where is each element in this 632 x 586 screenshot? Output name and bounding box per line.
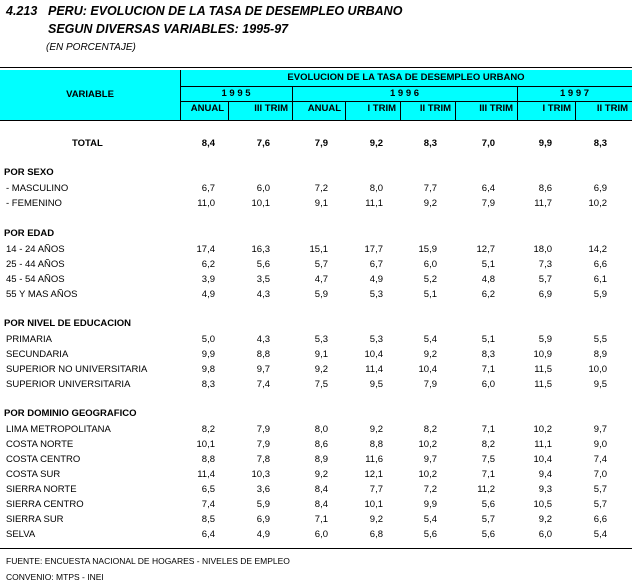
row-value: 11,4 bbox=[365, 364, 383, 375]
row-value: 4,9 bbox=[369, 274, 383, 285]
row-label: LIMA METROPOLITANA bbox=[6, 424, 111, 435]
top-rule bbox=[0, 67, 632, 68]
table-row bbox=[0, 258, 632, 271]
row-label: COSTA NORTE bbox=[6, 439, 74, 450]
group-header: EVOLUCION DE LA TASA DE DESEMPLEO URBANO bbox=[287, 72, 525, 83]
table-row bbox=[0, 453, 632, 466]
period-divider bbox=[455, 101, 456, 120]
header-rule-1 bbox=[180, 86, 632, 87]
table-number: 4.213 bbox=[6, 4, 38, 18]
row-value: 15,9 bbox=[418, 244, 437, 255]
table-row bbox=[0, 423, 632, 436]
row-value: 11,4 bbox=[197, 469, 215, 480]
row-value: 8,9 bbox=[314, 454, 328, 465]
row-value: 5,3 bbox=[314, 334, 328, 345]
row-value: 5,3 bbox=[369, 289, 383, 300]
row-value: 10,4 bbox=[364, 349, 383, 360]
row-value: 8,4 bbox=[314, 499, 328, 510]
row-value: 9,7 bbox=[423, 454, 437, 465]
year-header: 1 9 9 6 bbox=[389, 88, 420, 99]
row-value: 7,1 bbox=[481, 364, 495, 375]
row-value: 6,2 bbox=[201, 259, 215, 270]
row-value: 5,6 bbox=[481, 499, 495, 510]
period-divider bbox=[345, 101, 346, 120]
row-value: 6,0 bbox=[538, 529, 552, 540]
table-row bbox=[0, 288, 632, 301]
table-row bbox=[0, 197, 632, 210]
row-value: 6,0 bbox=[481, 379, 495, 390]
row-value: 5,2 bbox=[423, 274, 437, 285]
row-value: 5,6 bbox=[481, 529, 495, 540]
row-value: 8,8 bbox=[256, 349, 270, 360]
period-header: III TRIM bbox=[479, 103, 513, 114]
row-value: 17,7 bbox=[364, 244, 383, 255]
row-value: 4,8 bbox=[481, 274, 495, 285]
row-value: 6,9 bbox=[256, 514, 270, 525]
row-value: 10,4 bbox=[533, 454, 552, 465]
row-label: SUPERIOR NO UNIVERSITARIA bbox=[6, 364, 148, 375]
row-value: 8,3 bbox=[423, 138, 437, 149]
row-value: 5,1 bbox=[481, 259, 495, 270]
row-value: 3,6 bbox=[256, 484, 270, 495]
row-value: 16,3 bbox=[251, 244, 270, 255]
row-value: 5,9 bbox=[538, 334, 552, 345]
row-value: 5,9 bbox=[593, 289, 607, 300]
row-value: 9,8 bbox=[201, 364, 215, 375]
row-value: 11,6 bbox=[365, 454, 383, 465]
table-row bbox=[0, 273, 632, 286]
row-label: SUPERIOR UNIVERSITARIA bbox=[6, 379, 131, 390]
row-value: 5,5 bbox=[593, 334, 607, 345]
row-value: 6,0 bbox=[256, 183, 270, 194]
period-header: I TRIM bbox=[542, 103, 571, 114]
row-value: 10,1 bbox=[251, 198, 270, 209]
row-value: 7,9 bbox=[256, 439, 270, 450]
row-value: 9,2 bbox=[369, 514, 383, 525]
row-label: SIERRA NORTE bbox=[6, 484, 77, 495]
row-value: 7,9 bbox=[256, 424, 270, 435]
row-value: 5,7 bbox=[538, 274, 552, 285]
row-label: PRIMARIA bbox=[6, 334, 52, 345]
row-label: SECUNDARIA bbox=[6, 349, 69, 360]
row-value: 10,9 bbox=[533, 349, 552, 360]
row-value: 4,9 bbox=[201, 289, 215, 300]
row-value: 5,6 bbox=[256, 259, 270, 270]
row-value: 10,2 bbox=[418, 439, 437, 450]
table-row bbox=[0, 378, 632, 391]
row-value: 9,1 bbox=[314, 198, 328, 209]
row-value: 8,3 bbox=[201, 379, 215, 390]
row-value: 6,5 bbox=[201, 484, 215, 495]
table-row bbox=[0, 498, 632, 511]
row-value: 8,4 bbox=[314, 484, 328, 495]
row-value: 7,7 bbox=[423, 183, 437, 194]
row-value: 8,0 bbox=[369, 183, 383, 194]
row-value: 8,5 bbox=[201, 514, 215, 525]
row-value: 11,1 bbox=[365, 198, 383, 209]
row-value: 4,3 bbox=[256, 289, 270, 300]
row-value: 7,5 bbox=[481, 454, 495, 465]
period-header: II TRIM bbox=[596, 103, 628, 114]
row-value: 9,2 bbox=[423, 198, 437, 209]
row-value: 5,7 bbox=[593, 484, 607, 495]
row-value: 5,6 bbox=[423, 529, 437, 540]
table-row bbox=[0, 182, 632, 195]
table-row bbox=[0, 243, 632, 256]
section-heading: POR SEXO bbox=[4, 167, 54, 178]
row-value: 10,2 bbox=[588, 198, 607, 209]
row-value: 10,4 bbox=[418, 364, 437, 375]
table-row bbox=[0, 468, 632, 481]
row-value: 9,2 bbox=[423, 349, 437, 360]
title-line-2: SEGUN DIVERSAS VARIABLES: 1995-97 bbox=[48, 22, 289, 36]
row-value: 18,0 bbox=[533, 244, 552, 255]
year-header: 1 9 9 5 bbox=[221, 88, 251, 99]
period-header: I TRIM bbox=[367, 103, 396, 114]
row-value: 5,7 bbox=[593, 499, 607, 510]
row-value: 12,1 bbox=[364, 469, 383, 480]
row-value: 9,2 bbox=[369, 424, 383, 435]
period-divider bbox=[517, 101, 518, 120]
row-value: 9,7 bbox=[256, 364, 270, 375]
row-value: 6,4 bbox=[201, 529, 215, 540]
row-value: 8,2 bbox=[481, 439, 495, 450]
row-label: - FEMENINO bbox=[6, 198, 62, 209]
period-divider bbox=[228, 101, 229, 120]
bottom-rule bbox=[0, 548, 632, 549]
row-value: 9,2 bbox=[314, 364, 328, 375]
row-value: 12,7 bbox=[476, 244, 495, 255]
row-value: 11,5 bbox=[534, 379, 552, 390]
period-header: III TRIM bbox=[254, 103, 288, 114]
row-value: 10,5 bbox=[533, 499, 552, 510]
row-value: 17,4 bbox=[196, 244, 215, 255]
table-row bbox=[0, 348, 632, 361]
row-value: 11,2 bbox=[477, 484, 495, 495]
row-value: 9,9 bbox=[201, 349, 215, 360]
section-heading: POR DOMINIO GEOGRAFICO bbox=[4, 408, 137, 419]
row-value: 7,6 bbox=[256, 138, 270, 149]
total-row bbox=[0, 137, 632, 150]
row-value: 8,0 bbox=[314, 424, 328, 435]
unit-note: (EN PORCENTAJE) bbox=[46, 42, 136, 53]
row-value: 5,0 bbox=[201, 334, 215, 345]
row-value: 10,2 bbox=[533, 424, 552, 435]
row-value: 8,3 bbox=[593, 138, 607, 149]
table-row bbox=[0, 528, 632, 541]
row-value: 9,9 bbox=[538, 138, 552, 149]
row-value: 6,9 bbox=[538, 289, 552, 300]
table-row bbox=[0, 513, 632, 526]
row-value: 8,6 bbox=[314, 439, 328, 450]
header-rule-2 bbox=[180, 101, 632, 102]
row-value: 11,1 bbox=[534, 439, 552, 450]
row-value: 7,1 bbox=[481, 424, 495, 435]
row-value: 5,7 bbox=[481, 514, 495, 525]
row-value: 10,3 bbox=[251, 469, 270, 480]
row-value: 7,9 bbox=[423, 379, 437, 390]
row-value: 15,1 bbox=[309, 244, 328, 255]
row-value: 8,8 bbox=[369, 439, 383, 450]
row-value: 7,3 bbox=[538, 259, 552, 270]
row-value: 7,2 bbox=[314, 183, 328, 194]
row-value: 8,2 bbox=[423, 424, 437, 435]
row-value: 11,0 bbox=[197, 198, 215, 209]
row-value: 10,2 bbox=[418, 469, 437, 480]
row-value: 4,7 bbox=[314, 274, 328, 285]
row-value: 4,9 bbox=[256, 529, 270, 540]
agreement-note: CONVENIO: MTPS - INEI bbox=[6, 572, 104, 582]
section-heading: POR EDAD bbox=[4, 228, 55, 239]
table-row bbox=[0, 438, 632, 451]
row-value: 7,8 bbox=[256, 454, 270, 465]
row-value: 7,0 bbox=[593, 469, 607, 480]
source-note: FUENTE: ENCUESTA NACIONAL DE HOGARES - NIVELES DE EMPLEO bbox=[6, 556, 290, 566]
period-header: ANUAL bbox=[307, 103, 341, 114]
row-value: 4,3 bbox=[256, 334, 270, 345]
row-value: 8,3 bbox=[481, 349, 495, 360]
table-row bbox=[0, 483, 632, 496]
row-value: 10,0 bbox=[588, 364, 607, 375]
row-value: 8,9 bbox=[593, 349, 607, 360]
table-row bbox=[0, 363, 632, 376]
row-value: 10,1 bbox=[196, 439, 215, 450]
row-value: 7,4 bbox=[256, 379, 270, 390]
title-line-1: PERU: EVOLUCION DE LA TASA DE DESEMPLEO URBANO bbox=[48, 4, 403, 18]
row-value: 7,9 bbox=[481, 198, 495, 209]
row-value: 7,0 bbox=[481, 138, 495, 149]
row-value: 8,6 bbox=[538, 183, 552, 194]
row-value: 9,4 bbox=[538, 469, 552, 480]
row-label: 25 - 44 AÑOS bbox=[6, 259, 65, 270]
row-value: 7,9 bbox=[314, 138, 328, 149]
row-label: 45 - 54 AÑOS bbox=[6, 274, 65, 285]
row-label: SIERRA CENTRO bbox=[6, 499, 84, 510]
row-value: 8,8 bbox=[201, 454, 215, 465]
row-label: TOTAL bbox=[72, 138, 103, 149]
table-title bbox=[6, 4, 402, 18]
row-value: 6,6 bbox=[593, 259, 607, 270]
row-value: 7,7 bbox=[369, 484, 383, 495]
row-value: 5,1 bbox=[481, 334, 495, 345]
row-value: 7,2 bbox=[423, 484, 437, 495]
row-value: 8,2 bbox=[201, 424, 215, 435]
variable-header: VARIABLE bbox=[66, 89, 114, 100]
row-value: 6,7 bbox=[369, 259, 383, 270]
row-value: 11,7 bbox=[534, 198, 552, 209]
row-value: 5,3 bbox=[369, 334, 383, 345]
year-header: 1 9 9 7 bbox=[559, 88, 590, 99]
row-value: 14,2 bbox=[588, 244, 607, 255]
row-value: 7,4 bbox=[201, 499, 215, 510]
row-value: 6,9 bbox=[593, 183, 607, 194]
row-value: 3,5 bbox=[256, 274, 270, 285]
table-header bbox=[0, 70, 632, 120]
period-divider bbox=[400, 101, 401, 120]
row-value: 5,9 bbox=[256, 499, 270, 510]
row-label: COSTA CENTRO bbox=[6, 454, 81, 465]
row-value: 5,4 bbox=[423, 334, 437, 345]
row-value: 9,2 bbox=[538, 514, 552, 525]
period-header: ANUAL bbox=[190, 103, 224, 114]
row-value: 8,4 bbox=[201, 138, 215, 149]
row-value: 11,5 bbox=[534, 364, 552, 375]
row-value: 7,5 bbox=[314, 379, 328, 390]
row-value: 9,0 bbox=[593, 439, 607, 450]
row-value: 5,7 bbox=[314, 259, 328, 270]
row-value: 6,6 bbox=[593, 514, 607, 525]
row-value: 6,2 bbox=[481, 289, 495, 300]
row-value: 9,5 bbox=[593, 379, 607, 390]
row-value: 6,7 bbox=[201, 183, 215, 194]
row-value: 9,9 bbox=[423, 499, 437, 510]
section-heading: POR NIVEL DE EDUCACION bbox=[4, 318, 132, 329]
row-value: 6,0 bbox=[314, 529, 328, 540]
period-divider bbox=[292, 101, 293, 120]
period-divider bbox=[575, 101, 576, 120]
row-value: 9,1 bbox=[314, 349, 328, 360]
row-value: 9,2 bbox=[314, 469, 328, 480]
row-value: 9,5 bbox=[369, 379, 383, 390]
table-row bbox=[0, 333, 632, 346]
row-value: 5,1 bbox=[423, 289, 437, 300]
row-value: 3,9 bbox=[201, 274, 215, 285]
row-label: 55 Y MAS AÑOS bbox=[6, 289, 78, 300]
row-value: 6,8 bbox=[369, 529, 383, 540]
row-label: SIERRA SUR bbox=[6, 514, 64, 525]
row-value: 7,4 bbox=[593, 454, 607, 465]
row-value: 5,4 bbox=[423, 514, 437, 525]
row-label: 14 - 24 AÑOS bbox=[6, 244, 65, 255]
period-header: II TRIM bbox=[419, 103, 451, 114]
row-value: 10,1 bbox=[364, 499, 383, 510]
header-bottom-rule bbox=[0, 120, 632, 121]
row-label: COSTA SUR bbox=[6, 469, 61, 480]
row-value: 6,0 bbox=[423, 259, 437, 270]
row-value: 9,7 bbox=[593, 424, 607, 435]
header-divider bbox=[180, 70, 181, 120]
row-value: 7,1 bbox=[314, 514, 328, 525]
row-value: 5,9 bbox=[314, 289, 328, 300]
row-value: 5,4 bbox=[593, 529, 607, 540]
row-value: 9,2 bbox=[369, 138, 383, 149]
row-value: 6,4 bbox=[481, 183, 495, 194]
row-value: 9,3 bbox=[538, 484, 552, 495]
row-label: - MASCULINO bbox=[6, 183, 69, 194]
row-value: 6,1 bbox=[593, 274, 607, 285]
row-value: 7,1 bbox=[481, 469, 495, 480]
row-label: SELVA bbox=[6, 529, 36, 540]
